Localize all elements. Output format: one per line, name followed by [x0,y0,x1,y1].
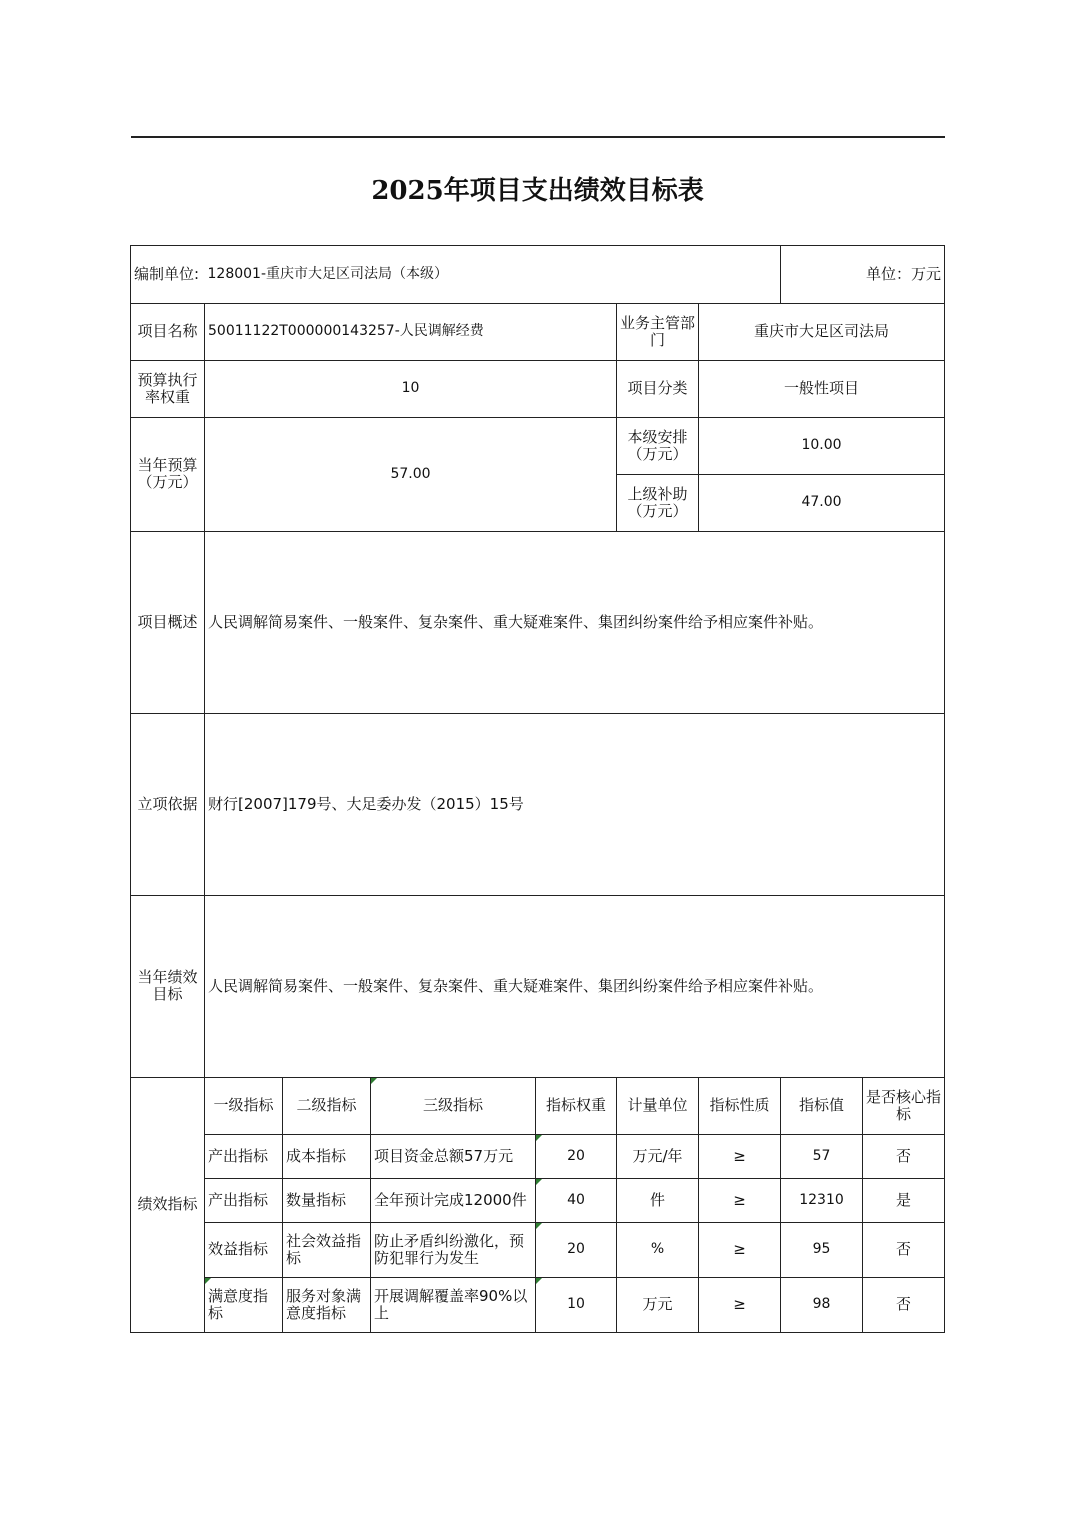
row-core: 是 [863,1178,945,1222]
basis-label: 立项依据 [131,713,205,895]
basis-text: 财行[2007]179号、大足委办发（2015）15号 [205,713,945,895]
table-row [131,1178,945,1222]
row-level2: 成本指标 [283,1134,371,1178]
row-level3: 全年预计完成12000件 [371,1178,536,1222]
row-weight: 20 [536,1134,617,1178]
table-row [131,1222,945,1277]
row-level3: 开展调解覆盖率90%以上 [371,1277,536,1332]
local-label: 本级安排（万元） [617,417,699,474]
row-level2: 社会效益指标 [283,1222,371,1277]
performance-target-table [130,136,945,1333]
local-value: 10.00 [699,417,945,474]
row-core: 否 [863,1222,945,1277]
goal-label: 当年绩效目标 [131,895,205,1077]
row-level1: 产出指标 [205,1178,283,1222]
category-label: 项目分类 [617,360,699,417]
budget-value: 57.00 [205,417,617,531]
dept-value: 重庆市大足区司法局 [699,303,945,360]
header-level2: 二级指标 [283,1077,371,1134]
row-nature: ≥ [699,1222,781,1277]
budget-label: 当年预算（万元） [131,417,205,531]
unit-value: 128001-重庆市大足区司法局（本级） [205,245,781,303]
indicators-section-label: 绩效指标 [131,1077,205,1332]
currency-label: 单位：万元 [781,245,945,303]
overview-text: 人民调解简易案件、一般案件、复杂案件、重大疑难案件、集团纠纷案件给予相应案件补贴。 [205,531,945,713]
row-level1: 产出指标 [205,1134,283,1178]
row-value: 57 [781,1134,863,1178]
header-core: 是否核心指标 [863,1077,945,1134]
row-level1: 满意度指标 [205,1277,283,1332]
page-title: 2025年项目支出绩效目标表 [131,137,945,245]
table-row [131,1134,945,1178]
row-core: 否 [863,1277,945,1332]
row-unit: 件 [617,1178,699,1222]
row-nature: ≥ [699,1178,781,1222]
header-level1: 一级指标 [205,1077,283,1134]
header-value: 指标值 [781,1077,863,1134]
row-unit: 万元/年 [617,1134,699,1178]
overview-label: 项目概述 [131,531,205,713]
performance-target-sheet [130,136,944,1333]
row-weight: 20 [536,1222,617,1277]
row-value: 12310 [781,1178,863,1222]
row-core: 否 [863,1134,945,1178]
row-level3: 防止矛盾纠纷激化，预防犯罪行为发生 [371,1222,536,1277]
table-row [131,1277,945,1332]
row-value: 98 [781,1277,863,1332]
row-unit: % [617,1222,699,1277]
row-value: 95 [781,1222,863,1277]
row-level1: 效益指标 [205,1222,283,1277]
header-nature: 指标性质 [699,1077,781,1134]
weight-label: 预算执行率权重 [131,360,205,417]
header-unit: 计量单位 [617,1077,699,1134]
row-weight: 40 [536,1178,617,1222]
weight-value: 10 [205,360,617,417]
row-level2: 服务对象满意度指标 [283,1277,371,1332]
row-unit: 万元 [617,1277,699,1332]
upper-label: 上级补助（万元） [617,474,699,531]
goal-text: 人民调解简易案件、一般案件、复杂案件、重大疑难案件、集团纠纷案件给予相应案件补贴。 [205,895,945,1077]
row-level2: 数量指标 [283,1178,371,1222]
dept-label: 业务主管部门 [617,303,699,360]
unit-label: 编制单位: [131,245,205,303]
row-nature: ≥ [699,1277,781,1332]
category-value: 一般性项目 [699,360,945,417]
upper-value: 47.00 [699,474,945,531]
row-nature: ≥ [699,1134,781,1178]
row-level3: 项目资金总额57万元 [371,1134,536,1178]
header-level3: 三级指标 [371,1077,536,1134]
row-weight: 10 [536,1277,617,1332]
project-name-label: 项目名称 [131,303,205,360]
project-name: 50011122T000000143257-人民调解经费 [205,303,617,360]
header-weight: 指标权重 [536,1077,617,1134]
